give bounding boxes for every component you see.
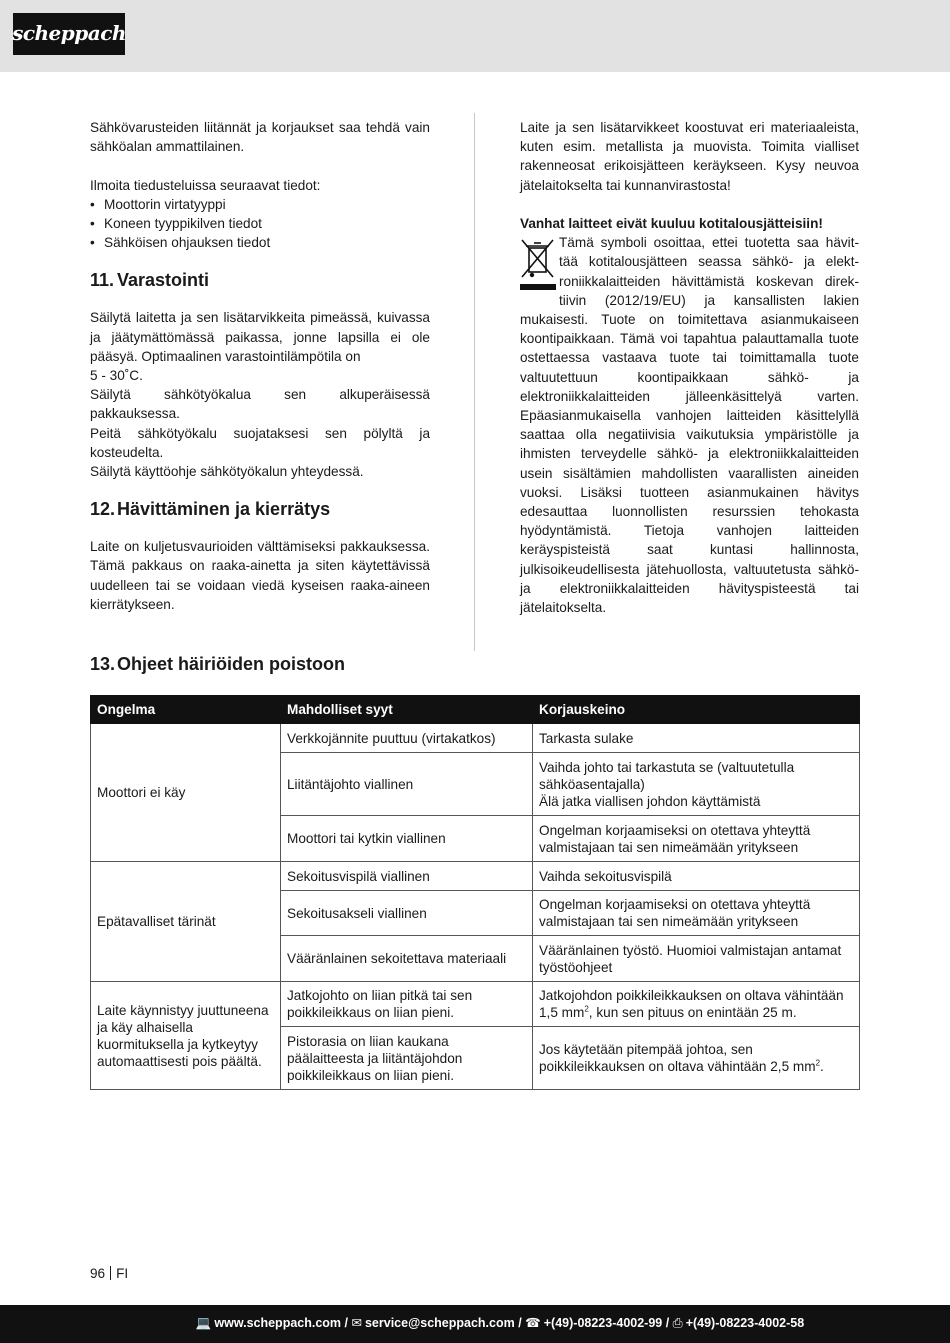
footer-email[interactable]: service@scheppach.com / <box>364 1316 522 1331</box>
problem-cell: Laite käynnistyy juuttuneena ja käy alhaisella kuormituksella ja kytkeytyy automaattisesti pois päältä. <box>91 982 281 1090</box>
list-item: • Koneen tyyppikilven tiedot <box>90 214 430 233</box>
remedy-cell: Ongelman korjaamiseksi on otettava yhteyttä valmistajaan tai sen nimeämään yritykseen <box>533 816 860 862</box>
table-row <box>91 982 860 1027</box>
materials-paragraph: Laite ja sen lisätarvikkeet koostuvat eri materiaaleista, kuten esim. metallista ja muovista. Toimita vialliset rakenneosat erikoisjätteen keräykseen. Kysy neuvoa jätelaitokselta tai kunnanvirastosta! <box>520 120 859 193</box>
computer-icon: 💻 <box>195 1316 212 1331</box>
footer-fax: +(49)-08223-4002-58 <box>685 1316 805 1331</box>
weee-heading: Vanhat laitteet eivät kuuluu kotitalousjätteisiin! <box>520 216 823 231</box>
header-problem: Ongelma <box>91 696 281 724</box>
storage-paragraph: Säilytä käyttöohje sähkötyökalun yhteydessä. <box>90 464 364 480</box>
storage-temperature: 5 - 30˚C. <box>90 368 143 384</box>
cause-cell: Vääränlainen sekoitettava materiaali <box>281 936 533 982</box>
footer-phone: +(49)-08223-4002-99 / <box>543 1316 670 1331</box>
section-13-heading: 13. Ohjeet häiriöiden poistoon <box>90 654 346 674</box>
remedy-cell: Vaihda sekoitusvispilä <box>533 862 860 891</box>
cause-cell: Moottori tai kytkin viallinen <box>281 816 533 862</box>
phone-icon: ☎ <box>525 1316 541 1331</box>
mail-icon: ✉ <box>351 1316 362 1331</box>
remedy-cell: Jatkojohdon poikkileikkauksen on oltava vähintään 1,5 $mm^2$, kun sen pituus on enintään 25 m. <box>533 982 860 1027</box>
section-12-heading: 12. Hävittäminen ja kierrätys <box>90 499 331 520</box>
column-divider <box>474 113 475 651</box>
weee-line: tiivin (2012/19/EU) ja kansallisten lakien <box>559 292 859 308</box>
problem-cell: Epätavalliset tärinät <box>91 862 281 982</box>
cause-cell: Sekoitusvispilä viallinen <box>281 862 533 891</box>
weee-line: tää kotitalousjätteen seassa sähkö- ja elekt- <box>559 254 859 270</box>
cause-cell: Sekoitusakseli viallinen <box>281 891 533 936</box>
fax-icon: ⎙ <box>672 1316 683 1331</box>
list-item: • Sähköisen ohjauksen tiedot <box>90 233 430 252</box>
crossed-bin-icon <box>520 237 556 297</box>
header-remedy: Korjauskeino <box>533 696 860 724</box>
disposal-paragraph: Laite on kuljetusvaurioiden välttämiseksi pakkauksessa. Tämä pakkaus on raaka-ainetta ja siten käytettävissä uudelleen tai se voidaan viedä kyseisen raaka-aineen kierrätykseen. <box>90 539 430 612</box>
troubleshooting-table <box>90 695 860 1090</box>
page-number: 96 FI <box>90 1266 129 1281</box>
table-header-row <box>91 696 860 724</box>
cause-cell: Liitäntäjohto viallinen <box>281 753 533 816</box>
left-column <box>90 118 430 614</box>
inquiry-list <box>90 195 430 253</box>
weee-line: Tämä symboli osoittaa, ettei tuotetta saa hävit- <box>559 235 859 251</box>
weee-line: roniikkalaitteiden hävittämistä koskevan direk- <box>559 273 859 289</box>
remedy-cell: Jos käytetään pitempää johtoa, sen poikkileikkauksen on oltava vähintään 2,5 $mm^2$. <box>533 1027 860 1090</box>
header-causes: Mahdolliset syyt <box>281 696 533 724</box>
intro-paragraph: Sähkövarusteiden liitännät ja korjaukset saa tehdä vain sähköalan ammattilainen. <box>90 120 430 155</box>
remedy-cell: Tarkasta sulake <box>533 724 860 753</box>
table-row <box>91 724 860 753</box>
remedy-cell: Vaihda johto tai tarkastuta se (valtuutetulla sähköasentajalla) Älä jatka viallisen johdon käyttämistä <box>533 753 860 816</box>
cause-cell: Pistorasia on liian kaukana päälaitteesta ja liitäntäjohdon poikkileikkaus on liian pieni. <box>281 1027 533 1090</box>
storage-paragraph: Säilytä sähkötyökalua sen alkuperäisessä pakkauksessa. <box>90 387 430 422</box>
cause-cell: Jatkojohto on liian pitkä tai sen poikkileikkaus on liian pieni. <box>281 982 533 1027</box>
list-item: • Moottorin virtatyyppi <box>90 195 430 214</box>
weee-block <box>520 233 859 310</box>
right-column <box>520 118 859 617</box>
problem-cell: Moottori ei käy <box>91 724 281 862</box>
weee-paragraph: mukaisesti. Tuote on toimitettava asianmukaiseen koontipaikkaan. Tämä voi tapahtua palauttamalla tuote ostettaessa vastaava tuote tai toimittamalla tuote valtuutettuun koontipaikkaan sähkö- ja elektroniikkalaitteiden jälleenkäsittelyä varten. Epäasianmukaisella vanhojen laitteiden käsittelyllä saattaa olla negatiivisia vaikutuksia ympäristölle ja ihmisten terveydelle sähkö- ja elektroniikkalaitteiden usein sisältämien mahdollisten vaarallisten aineiden vuoksi. Lisäksi tuotteen asianmukainen hävitys edesauttaa luonnollisten resurssien tehokasta hyödyntämistä. Tietoja vanhojen laitteiden keräyspisteistä saat kuntasi hallinnosta, julkisoikeudellisesta jätehuollosta, valtuutetusta sähkö- ja elektroniikkalaitteiden hävityspisteestä tai jätelaitokselta. <box>520 312 859 616</box>
footer-website[interactable]: www.scheppach.com / <box>214 1316 348 1331</box>
brand-logo: scheppach <box>13 13 125 55</box>
section-11-heading: 11. Varastointi <box>90 270 210 291</box>
remedy-cell: Ongelman korjaamiseksi on otettava yhteyttä valmistajaan tai sen nimeämään yritykseen <box>533 891 860 936</box>
header-band <box>0 0 950 72</box>
storage-paragraph: Säilytä laitetta ja sen lisätarvikkeita pimeässä, kuivassa ja jäätymättömässä paikassa, jonne lapsilla ei ole pääsyä. Optimaalinen varastointilämpötila on <box>90 310 430 364</box>
table-row <box>91 862 860 891</box>
remedy-cell: Vääränlainen työstö. Huomioi valmistajan antamat työstöohjeet <box>533 936 860 982</box>
footer-bar <box>0 1305 950 1343</box>
cause-cell: Verkkojännite puuttuu (virtakatkos) <box>281 724 533 753</box>
inquiry-intro: Ilmoita tiedusteluissa seuraavat tiedot: <box>90 177 321 193</box>
storage-paragraph: Peitä sähkötyökalu suojataksesi sen pölyltä ja kosteudelta. <box>90 425 430 460</box>
